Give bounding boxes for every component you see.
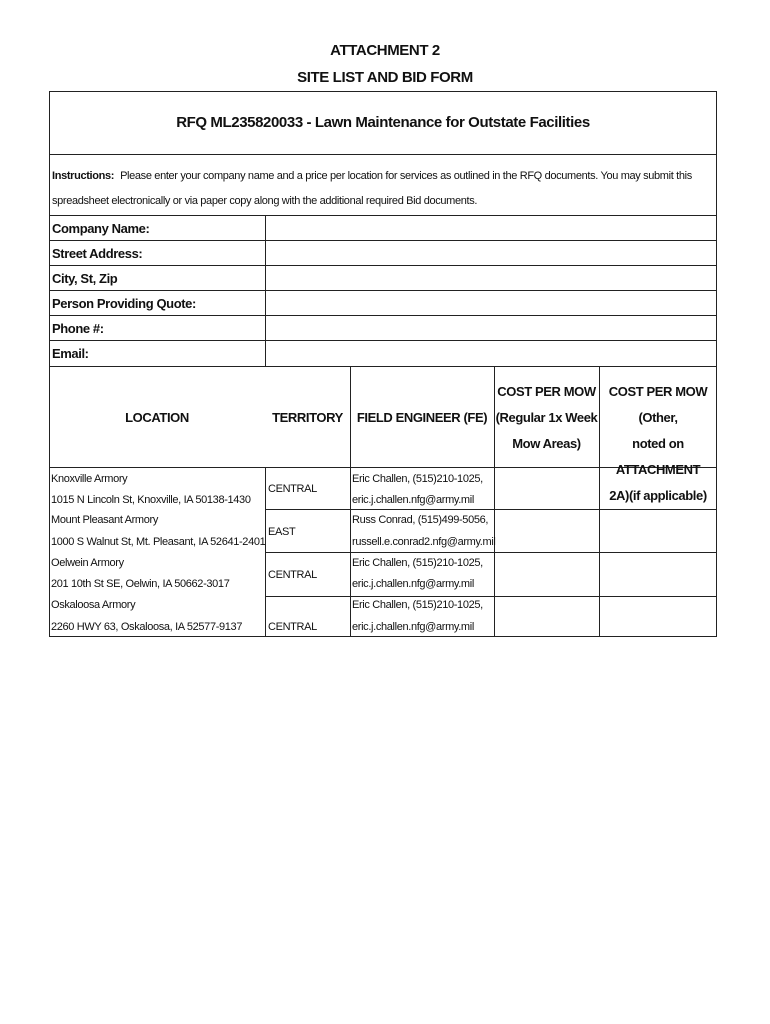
cost-other-input[interactable] [601, 469, 715, 507]
cost-other-input[interactable] [601, 598, 715, 635]
location-address: 1015 N Lincoln St, Knoxville, IA 50138-1430 [51, 494, 251, 506]
cost-regular-header-line: (Regular 1x Week [495, 410, 598, 425]
company-name-label: Company Name: [52, 221, 150, 236]
location-name: Oelwein Armory [51, 557, 124, 569]
fe-contact: Eric Challen, (515)210-1025, [352, 557, 483, 569]
person-providing-quote-field[interactable] [267, 292, 715, 314]
field-engineer-header: FIELD ENGINEER (FE) [356, 410, 488, 425]
street-address-field[interactable] [267, 242, 715, 264]
cost-regular-header-line: COST PER MOW [497, 384, 596, 399]
fe-email: eric.j.challen.nfg@army.mil [352, 494, 474, 506]
divider [49, 240, 717, 241]
divider [49, 290, 717, 291]
instructions-text: Please enter your company name and a price per location for services as outlined in the RFQ documents. You may submit this spreadsheet electronically or via paper copy along with the additional required Bid documents. [52, 170, 692, 207]
fe-contact: Eric Challen, (515)210-1025, [352, 599, 483, 611]
cost-regular-header [494, 379, 599, 457]
territory-cell: CENTRAL [268, 621, 317, 633]
location-address: 201 10th St SE, Oelwin, IA 50662-3017 [51, 578, 230, 590]
cost-regular-input[interactable] [496, 511, 597, 550]
divider [265, 467, 266, 637]
territory-cell: CENTRAL [268, 569, 317, 581]
email-label: Email: [52, 346, 89, 361]
street-address-label: Street Address: [52, 246, 143, 261]
phone-field[interactable] [267, 317, 715, 339]
cost-regular-header-line: Mow Areas) [512, 436, 581, 451]
city-st-zip-field[interactable] [267, 267, 715, 289]
cost-regular-input[interactable] [496, 554, 597, 594]
email-field[interactable] [267, 342, 715, 365]
divider [49, 366, 717, 367]
divider [265, 509, 717, 510]
territory-cell: CENTRAL [268, 483, 317, 495]
divider [49, 215, 717, 216]
location-header: LOCATION [125, 410, 189, 425]
cost-regular-input[interactable] [496, 598, 597, 635]
rfq-title: RFQ ML235820033 - Lawn Maintenance for Outstate Facilities [49, 91, 717, 155]
divider [49, 340, 717, 341]
fe-email: russell.e.conrad2.nfg@army.mil [352, 536, 496, 548]
attachment-heading: ATTACHMENT 2 [330, 42, 440, 59]
instructions [52, 164, 714, 214]
territory-cell: EAST [268, 526, 296, 538]
fe-contact: Eric Challen, (515)210-1025, [352, 473, 483, 485]
cost-other-header-line: noted on ATTACHMENT [615, 436, 701, 477]
location-name: Knoxville Armory [51, 473, 128, 485]
divider [265, 215, 266, 367]
fe-contact: Russ Conrad, (515)499-5056, [352, 514, 489, 526]
instructions-label: Instructions: [52, 170, 115, 182]
divider [49, 265, 717, 266]
fe-email: eric.j.challen.nfg@army.mil [352, 578, 474, 590]
divider [265, 596, 717, 597]
divider [49, 315, 717, 316]
company-name-field[interactable] [267, 217, 715, 239]
cost-other-input[interactable] [601, 511, 715, 550]
form-heading: SITE LIST AND BID FORM [297, 69, 473, 86]
location-name: Mount Pleasant Armory [51, 514, 158, 526]
location-address: 1000 S Walnut St, Mt. Pleasant, IA 52641-2401 [51, 536, 266, 548]
fe-email: eric.j.challen.nfg@army.mil [352, 621, 474, 633]
city-st-zip-label: City, St, Zip [52, 271, 118, 286]
cost-other-header-line: COST PER MOW (Other, [608, 384, 708, 425]
phone-label: Phone #: [52, 321, 104, 336]
cost-other-header-line: 2A)(if applicable) [609, 488, 707, 503]
territory-header: TERRITORY [272, 410, 343, 425]
person-providing-quote-label: Person Providing Quote: [52, 296, 196, 311]
location-address: 2260 HWY 63, Oskaloosa, IA 52577-9137 [51, 621, 243, 633]
cost-other-input[interactable] [601, 554, 715, 594]
cost-regular-input[interactable] [496, 469, 597, 507]
location-name: Oskaloosa Armory [51, 599, 136, 611]
divider [265, 552, 717, 553]
